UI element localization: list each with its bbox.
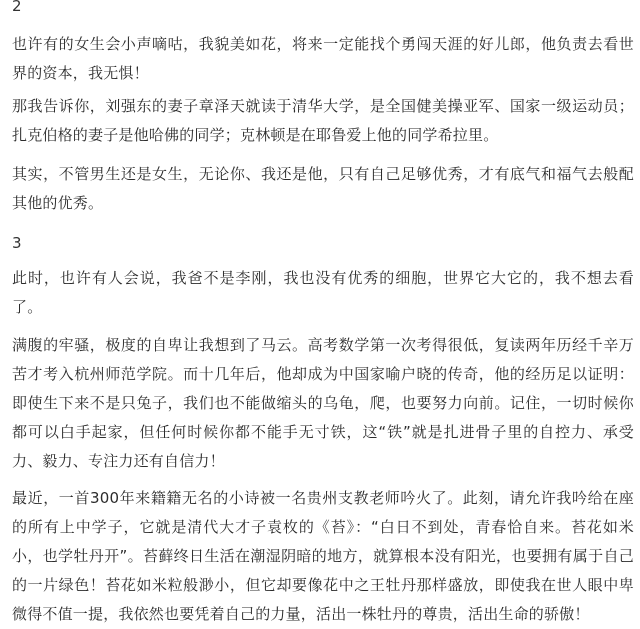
paragraph-1: 也许有的女生会小声嘀咕，我貌美如花，将来一定能找个勇闯天涯的好儿郎，他负责去看世界的资本，我无惧！ bbox=[12, 35, 634, 82]
section-number-3: 3 bbox=[12, 234, 22, 252]
paragraph-2: 那我告诉你，刘强东的妻子章泽天就读于清华大学，是全国健美操亚军、国家一级运动员；扎克伯格的妻子是他哈佛的同学；克林顿是在耶鲁爱上他的同学希拉里。 bbox=[12, 97, 634, 144]
paragraph-4: 此时，也许有人会说，我爸不是李刚，我也没有优秀的细胞，世界它大它的，我不想去看了。 bbox=[12, 269, 634, 316]
section-number-2: 2 bbox=[12, 0, 22, 15]
paragraph-3: 其实，不管男生还是女生，无论你、我还是他，只有自己足够优秀，才有底气和福气去般配其他的优秀。 bbox=[12, 165, 634, 212]
paragraph-6: 最近，一首300年来籍籍无名的小诗被一名贵州支教老师吟火了。此刻，请允许我吟给在座的所有上中学子，它就是清代大才子袁枚的《苔》：“白日不到处，青春恰自来。苔花如米小，也学牡丹开”。苔藓终日生活在潮湿阴暗的地方，就算根本没有阳光，也要拥有属于自己的一片绿色！苔花如米粒般渺小，但它却要像花中之王牡丹那样盛放，即使我在世人眼中卑微得不值一提，我依然也要凭着自己的力量，活出一株牡丹的尊贵，活出生命的骄傲！ bbox=[12, 489, 634, 623]
paragraph-5: 满腹的牢骚，极度的自卑让我想到了马云。高考数学第一次考得很低，复读两年历经千辛万苦才考入杭州师范学院。而十几年后，他却成为中国家喻户晓的传奇，他的经历足以证明：即使生下来不是只兔子，我们也不能做缩头的乌龟，爬，也要努力向前。记住，一切时候你都可以白手起家，但任何时候你都不能手无寸铁，这“铁”就是扎进骨子里的自控力、承受力、毅力、专注力还有自信力！ bbox=[12, 336, 634, 470]
